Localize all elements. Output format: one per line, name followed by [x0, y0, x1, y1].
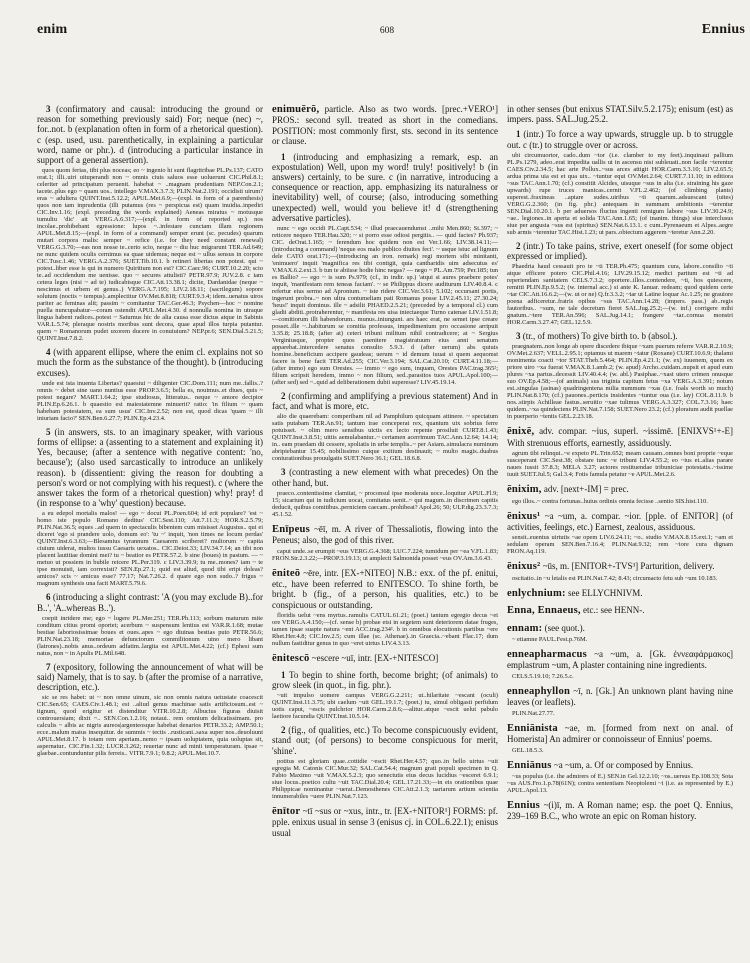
citation-block	[272, 758, 498, 800]
text-run: praegnatem..non longe ab opere discedere ibique ~xam puerum referre VAR.R.2.10.9; OV.Met.2.637; VELL.2.95.1; optamus ut marem ~tatur (Roxane) CURT.10.6.9; thalami monimenta coacti ~tor STAT.Theb.5.464; PLIN.Ep.4.21.1; (w. ex) iuuenem, quem ex priore uiro ~xa fuerat V.MAX.8.1.amb.2; (w. apud) Archo..cuidam..nupsit et apud eum plures ~xa partus..decessit LIV.40.4.4; (w. abl.) Pasiphae..~xast utero crimen onusque suo OV.Ep.4.58;—(of animals) sus triginta capitum fetus ~xa VERG.A.3.391; notum est..singulas (asinas) quadringentena milia nummum ~xas (i.e. foals worth so much) PLIN.Nat.8.170; (cf.) pauones..perticis insidentes ~tuntur oua (i.e. lay) COL.8.11.9. b nos..stirpis Achilleae fastus..seruitio ~xae tulimus VERG.A.3.327; COL.7.3.16; haec quidem..~xa quindeciens PLIN.Nat.7.158; SUET.Nero 23.2; (cf.) ploratum audit puellae in puerperio ~tentis GEL.2.23.18.	[507, 343, 733, 421]
text-columns	[37, 104, 733, 956]
text-run: ~uit impulso uomere campus VERG.G.2.211; ut..hilaritate ~escant (oculi) QUINT.Inst.11.3.75; ubi caelum ~uit GEL.19.1.7; (poet.) tu, simul obligasti perfidum uotis caput, ~escis pulchrior HOR.Carm.2.8.6;—alitur..atque ~escit uelut pabulo laetiore facundia QUINT.Inst.10.5.14.	[272, 692, 498, 721]
headword: ēnixē,	[507, 426, 535, 438]
citation-block	[37, 510, 263, 587]
citation-block	[507, 575, 733, 582]
text-run: (confirming and amplifying a previous statement) And in fact, and what is more, etc.	[272, 391, 498, 412]
entry-paragraph	[507, 511, 733, 533]
citation-block	[507, 450, 733, 478]
text-run: coepit inridere me; ego ~ lugere PL.Mer.251; TER.Ph.113; sorbum maturum mite conditum citius promi oportet; acerbum ~ suspensum lentius est VAR.R.1.68; mutae bestiae laboriosissimae boues et oues..apes ~ ego diuinas bestias puto PETR.56.6; PLIN.Nat.23.18; memoriae defunctorum commilitonum uino mero libant (latrones)..nobis anus..ordeum adfatim..largita est APUL.Met.4.22; (cf.) Ephesi sum natus, non ~ in Apulis PL.Mil.648.	[37, 614, 263, 657]
sense-number: 2	[281, 725, 286, 736]
entry-paragraph	[272, 806, 498, 838]
sense-number: 2	[281, 391, 286, 402]
entry-paragraph	[507, 800, 733, 822]
entry-paragraph	[507, 588, 733, 599]
citation-block	[272, 413, 498, 462]
sense-paragraph	[507, 331, 733, 341]
headword: ēnitescō	[272, 653, 310, 665]
headword: enneapharmacus	[507, 649, 587, 661]
sense-paragraph	[272, 152, 498, 223]
text-run: praeco..contentissime clamitat, ~ proconsul ipse moderata uoce..loquitur APUL.Fl.9; 15; sicarium qui in iudicium uocat, comitatus uenit..~ qui magum..in discrimen capitis deducit, quibus comitibus..perniciem caecam..prohibeat? Apol.26; 50; ULP.dig.23.3.7.3; 45.1.52.	[272, 489, 498, 518]
column-2	[272, 104, 498, 956]
citation-block	[272, 692, 498, 720]
text-run: ~ēī, m. A river of Thessaliotis, flowing into the Peneus; also, the god of this river.	[272, 523, 498, 546]
entry-paragraph	[507, 605, 733, 616]
text-run: in other senses (but enixus STAT.Silv.5.2.175); enisum (est) as impers. pass. SAL.Jug.25.2.	[507, 104, 733, 125]
text-run: ~us populus (i.e. the admirers of E.) SEN.in Gel.12.2.10; ~os..uersus Ep.108.33; Sota ~us AUS.Fro.1.p.78(61N); contra sententiam Neoptolemi ~i (i.e. as represented by E.) APUL.Apol.13.	[507, 772, 733, 794]
headword: Enniānus	[507, 759, 552, 771]
sense-number: 4	[46, 347, 51, 358]
sense-number: 1	[281, 151, 286, 162]
entry-paragraph	[272, 104, 498, 147]
entry-paragraph	[507, 426, 733, 448]
text-run: particle. Also as two words. [prec.+VERO¹] PROS.: second syll. treated as short in the comedians. POSITION: most commonly first, sts. second in its sentence or clause.	[272, 104, 498, 147]
column-3	[507, 104, 733, 956]
text-run: sensit..euentus uirtutis ~ae opem LIV.6.24.11; ~o.. studio V.MAX.8.15.ext.1; ~am et sedulam operam SEN.Ben.7.16.4; PLIN.Nat.9.32; rem ~iore cura dignam FRON.Aq.119.	[507, 534, 733, 556]
page-number: 608	[379, 26, 395, 36]
sense-number: 2	[516, 240, 521, 251]
citation-block	[507, 263, 733, 326]
citation-block	[37, 694, 263, 757]
sense-number: 1	[281, 669, 286, 680]
continuation-paragraph	[507, 104, 733, 124]
text-run: ~a ~um, a. compar. ~ior. [pple. of ENITOR] (of activities, feelings, etc.) Earnest, zealous, assiduous.	[507, 510, 733, 533]
text-run: alio die quaerebam: comperibam nil ad Pamphilum quicquam attinere. ~ spectatum satis putabam TER.An.91; tantum irae conceperat rex, quantum uix sobrius ferre potuisset. ~ olim mero sensibus uictis ex lecto repente prosiluit CURT.8.1.43; QUINT.Inst.3.8.51; uitiis aemulabantur..~ certamen acerrimum TAC.Ann.12.64; 14.14; in.. eam praedam dii cessere, spoliatis in urbe templis..~ per Asiam..simulacra numinum abripiebantur 15.45; nobilissimo cuique exitium destinauit; ~ multo magis..duabus coniurationibus prouulgatis SUET.Nero 36.1; GEL.18.6.8.	[272, 413, 498, 463]
headword: Enīpeus	[272, 523, 310, 535]
sense-paragraph	[37, 104, 263, 165]
sense-number: 5	[46, 426, 51, 437]
headword: Enna, Ennaeus,	[507, 605, 581, 617]
sense-paragraph	[272, 670, 498, 690]
text-run: (with apparent ellipse, where the enim cl. explains not so much the form as the substance of the thought). b (introducing excuses).	[37, 347, 263, 378]
guide-word-right: Ennius	[701, 22, 745, 37]
text-run: ~a ~um, a. [Gk. ἐννεαφάρμακος] emplastrum ~um, A plaster containing nine ingredients.	[507, 649, 733, 671]
text-run: adv. compar. ~ius, superl. ~issimē. [ENIXVS¹+-E] With strenuous efforts, earnestly, assiduously.	[507, 426, 733, 448]
text-run: nunc ~ ego occidi PL.Capt.534; ~ illud praecauendumst ..mihi Men.860; St.397; ~ reticere nequeo TER.Hau.320; ~ si porro esse odiosi pergitis.. — quid facies? Ph.937; CIC. deOrat.1.165; ~ ferendum hoc quidem non est Ver.1.66; LIV.38.14.11;—(introducing a command) 'neque eos malo publico diuites feci'. ~ usque istuc ad lignum dele CATO orat.171;—(introducing an iron. remark) regi mortem sibi minitanti, 'enimuero' inquit 'magnifica res tibi contigit, quia cantharidis uim adsecutus es' V.MAX.6.2.ext.3. b tun te abiisse hodie hinc negas? — nego ~ PL.Am.759; Per.185; tun es Ballio? — ego ~ is sum Ps.979; (cf., in indir. sp.) 'atqui si aures praebere potes' inquit, 'manifestam rem teneas faciam'. ~ se Philippus dicere auditurum LIV.40.8.4. c refertur eius sermo ad Apronium. ~ iste ridere CIC.Ver.3.61; 5.102; occursant portis, ingerunt probra..~ non ultra contumeliam pati Romanus posse LIV.2.45.11; 27.30.24; 'heus!' inquit dominus. ille ~ adsilit PHAED.2.5.21; (preceded by a temporal cl.) cum gladii abditi..protraherentur, ~ manifesta res uisa iniectaeque Turno catenae LIV.1.51.8;—comitiorum illi habendorum.. munus..iniungunt. ars haec erat, ne semet ipse creare posset..ille ~..habiturum se comitia professus, impedimentum pro occasione arripuit 3.35.8; 25.18.8; (after at) ceteri tribuni militum nihil contradicere; at ~ Sergius Verginiusque, propter quos paenitere magistratuum eius anni senatum apparebat..intercedere senatus consulto 5.9.3. d (after uerum) abs quiuis homine..beneficium accipere gaudeas; uerum ~ id demum iuuat si quem aequomst facere is bene facit TER.Ad.255; CIC.Ver.3.194; SAL.Cat.20.10; CURT.4.11.18;—(after immo) ego sum Orestes. — immo ~ ego sum, inquam, Orestes PAC.trag.365²; filium scripsit heredem, immo ~ non filium, sed..parasitos tuos APUL.Apol.100;—(after sed) sed ~..quid ad deliberationem dubii superesse? LIV.45.19.14.	[272, 225, 498, 387]
entry-paragraph	[507, 760, 733, 771]
text-run: floridis uelut ~ens myrtus..ramulis CATUL.61.21; (poet.) tantum egregio decus ~et ore VERG.A.4.150;—(cf. sense b) probae etsi in segetem sunt deteriorem datae fruges, tamen ipsae suapte natura ~ent ACC.trag.234¹. b in omnibus elocutionis partibus ~ere Rhet.Her.4.8; CIC.Inv.2.5; cum illae (sc. Athenae)..in Graecia..~ebant Flac.17; dum nullum fastiditur genus in quo ~eret uirtus LIV.4.3.13.	[272, 612, 498, 648]
headword: ēnixus²	[507, 561, 541, 573]
headword: ēnixim,	[507, 484, 542, 496]
citation-block	[507, 710, 733, 717]
text-run: ~(i)ī, m. A Roman name; esp. the poet Q. Ennius, 239–169 B.C., who wrote an epic on Roman history.	[507, 799, 733, 822]
text-run: ~ēre, intr. [EX-+NITEO] N.B.: exx. of the pf. enitui, etc., have been referred to ENITESCO. To shine forth, be bright. b (fig., of a person, his qualities, etc.) to be conspicuous or outstanding.	[272, 567, 498, 610]
sense-paragraph	[272, 391, 498, 411]
text-run: ~ūs, m. [ENITOR+-TVS³] Parturition, delivery.	[542, 561, 715, 572]
entry-paragraph	[272, 653, 498, 664]
sense-number: 3	[281, 467, 286, 478]
text-run: PLIN.Nat.27.77.	[512, 709, 555, 717]
citation-block	[272, 490, 498, 518]
sense-paragraph	[507, 241, 733, 261]
entry-paragraph	[507, 723, 733, 745]
entry-paragraph	[507, 561, 733, 572]
entry-paragraph	[507, 484, 733, 495]
citation-block	[37, 167, 263, 342]
citation-block	[272, 548, 498, 562]
text-run: (intr.) To take pains, strive, exert oneself (for some object expressed or implied).	[507, 240, 733, 262]
headword: ēnixus¹	[507, 510, 541, 522]
sense-number: 6	[46, 592, 51, 603]
text-run: ~a ~um, a. Of or composed by Ennius.	[553, 759, 694, 770]
text-run: ~escere ~uī, intr. [EX-+NITESCO]	[311, 653, 439, 664]
text-run: caput unde..se erumpit ~eus VERG.G.4.368; LUC.7.224; tumidum per ~ea V.FL.1.83; FRON.Str.2.3.22;—PROP.3.19.13; ut amplecti Salmonida posset ~eus OV.Am.3.6.43.	[272, 547, 498, 562]
headword: ēnītor	[272, 805, 301, 817]
sense-number: 3	[46, 104, 51, 114]
text-run: (in answers, sts. to an imaginary speaker, with various forms of ellipse: a (assenting to a statement and explaining it) Yes, because; (after a sentence with negative content: 'no, because'); (also used sarcastically to introduce an unlikely reason). b (dissentient: giving the reason for doubting a person's word or not complying with his request). c (where the answer takes the form of a rhetorical question) why! pray! d (in response to a 'why' question) because.	[37, 426, 263, 509]
sense-paragraph	[507, 129, 733, 149]
sense-paragraph	[37, 347, 263, 378]
sense-number: 1	[516, 129, 521, 140]
text-run: ~ etiamne PAUL.Fest.p.76M.	[512, 636, 588, 644]
text-run: Phaedria haud cessauit pro te ~ti TER.Ph.475; quantum cura, labore..consilio ~ti atque efficere potero CIC.Phil.4.16; LIV.29.15.12; medici partium est ~ti ad reperiendam sanitatem CELS.7.3.2; oportere..illos..contendere, ~ti, hos quiescere, remitti PLIN.Ep.9.5.2; (w. internal acc.) si ante K. Ianuar. redeam; quod quidem certe ~tar CIC.Att.16.6.2;—(w. ut or ne) Q.fr.3.3.2; ~tar ut Latine loquar Ac.1.25; ne grauiore poena adficeretur..fratris opibus ~sus TAC.Ann.14.28; (impers. pass.) ab..regis fautoribus.. ~sum, ne tale decretum fieret SAL.Jug.25.2;—(w. inf.) corrigere mihi gnatum..~tere TER.An.596; SAL.Jug.14.1; frangere ~tar..cornua monstri HOR.Carm.3.27.47; GEL.12.5.9.	[507, 263, 733, 327]
sense-number: 3	[516, 331, 521, 342]
headword: Enniānista	[507, 722, 558, 734]
sense-number: 7	[46, 661, 51, 672]
text-run: sic se res habet: ut ~ non omne uinum, sic non omnis natura uetustate coacescit CIC.Sen.65; CAES.Civ.1.48.1; est ..aliud genus machinae satis artificiosum..est ~ tignum, quod erigitur et distenditur VITR.10.2.8; Albucius figuras diuisit controuersiam; dixit ~.. SEN.Con.1.2.16; notaui.. rem omnium delicatissimam. pro calculis ~ albis ac nigris aureos|argenteosque habebat denarios PETR.33.2; AMP.50.1; ecce..malum maius insequitur. de summis ~ tectis ..rusticani..saxa super nos..deuoluunt APUL.Met.8.17. b totam rem aperiam..nemo ~ ipsam uoluptatem, quia uoluptas sit, aspernatur.. CIC.Fin.1.32; LUCR.3.262; reuertar nunc ad minii temperaturam. ipsae ~ glaebae..contunduntur pilis ferreis.. VITR.7.9.1; 9.8.2; APUL.Met.10.7.	[37, 694, 263, 758]
headword: ennam:	[507, 622, 543, 634]
text-run: ego illos..~ contra fortunas..huius ordinis omnia fecisse ..sentio SIS.hist.110.	[512, 497, 708, 505]
text-run: (contrasting a new element with what precedes) On the other hand, but.	[272, 467, 498, 488]
citation-block	[507, 747, 733, 754]
text-run: a eu edepol mortalis malos! — ego ~ docui PL.Poen.604; id erit populare? 'est ~ homo iste populo Romano deditus' CIC.Sest.110; Att.7.11.3; HOR.S.2.5.79; PLIN.Nat.36.5; eques ..ad quem in spectaculis bibentem cum misisset Augustus.. qui ei diceret 'ego si prandere uolo, domum eo': 'tu ~' inquit, 'non times ne locum perdas' QUINT.Inst.6.3.63;—Blesamius tyrannum Caesarem scriberet? multorum ~ capita ciuium uiderat, multos iussu Caesaris uexatos.. CIC.Deiot.33; LIV.34.7.14; an tibi non placent lautitiae domini mei? tu ~ beatior es PETR.57.2. b sine (boues) in pastum. — ~ metuo ut possiem in bubile reicere PL.Per.319. c LIV.3.39.9; tu me..mones? iam ~ te ipse monuisti, iam correxisti? SEN.Ep.27.1; quid est aliud, quod tibi eripi doleas? amicos? scis ~ amicus esse? 77.17; Nat.7.26.2. d quare ego non sudo..? frigus ~ magnum synthesis una facit MART.5.79.6.	[37, 510, 263, 588]
text-run: (introducing a slight contrast: 'A (you may exclude B)..for B..', 'A..whereas B..').	[37, 592, 263, 613]
entry-paragraph	[507, 686, 733, 708]
text-run: (confirmatory and causal: introducing the ground or reason for something previously said) For; neque (nec) ~, for..not. b (explanation often in form of a rhetorical question). c (esp. used, usu. parenthetically, in explaining a particular word, name or phr.). d (introducing a particular instance in support of a general assertion).	[37, 104, 263, 166]
citation-block	[507, 636, 733, 643]
citation-block	[507, 534, 733, 555]
headword: ēniteō	[272, 567, 301, 579]
citation-block	[272, 225, 498, 386]
sense-paragraph	[272, 467, 498, 487]
entry-paragraph	[507, 649, 733, 671]
sense-paragraph	[37, 662, 263, 693]
citation-block	[37, 380, 263, 422]
text-run: potitus est gloriam quae..cottidie ~escit Rhet.Her.4.57; quo..in bello uirtus ~uit egregia M. Catonis CIC.Mur.32; SAL.Cat.54.4; magnum grati populi specimen in Q. Fabio Maximo ~uit V.MAX.5.2.3; quo senectutis eius decus lucidius ~esceret 6.9.1; siue locus..poetico cultu ~uit TAC.Dial.20.4; GEL.17.21.33;—in eis orationibus quae Philippicae nominantur ~uerat..Demosthenes CIC.Att.2.1.3; uariarum artium scientia innumerabiles ~uere PLIN.Nat.7.123.	[272, 757, 498, 800]
text-run: (introducing and emphasizing a remark, esp. an expostulation) Well, upon my word! truly! positively! b (in answers) certainly, to be sure. c (in narrative, introducing a consequence or reaction, app. emphasizing its naturalness or inevitability) well, of course; (also, introducing something unexpected) well, would you believe it! d (strengthening adversative particles).	[272, 151, 498, 223]
citation-block	[37, 615, 263, 657]
text-run: GEL.18.5.3.	[512, 746, 544, 754]
headword: Ennius	[507, 799, 541, 811]
text-run: quos quom ferias, tibi plus noceas; eo ~ ingenio hi sunt flagritribae PL.Ps.137; CATO orat.1; illi..uiri uituperandi non ~ omnis ciuis saluos esse uoluerunt CIC.Phil.8.1; celeriter ad principatum peruenit. habebat ~ ..magnam prudentiam NEP.Con.2.1; tacete..plus ego ~ quam uos.. intellego V.MAX.3.7.3; PLIN.Nat.2.191; occidisti uirum? eras ~ adultera QUINT.Inst.5.12.2; APUL.Met.6.9;—(expl. in form of a parenthesis) quos non tam inprudentia (illi putamus (res ~ perspicua est) quam inuidia..inpediri CIC.Inv.1.16; (expl. preceding the words explained) Aeneas miratus ~ motusque tumultu 'dic' ait VERG.A.6.317;—(expl. in form of reported sp.) nos incolae..prohibebant egressione: lupos ~..infestare cunctam illam regionem APUL.Met.8.15;—(expl. in form of a command) semper erunt (sc. pecudes) quarum mutari corpora malis: semper ~ refice (i.e. for they need constant renewal) VERG.G.3.70;—eas non nosse te..certo scio, neque ~ diu huc migrarunt TER.Ad.649; ne nunc quidem oculis cernimus ea quae uidemus; neque est ~ ullus sensus in corpore CIC.Tusc.1.46; VERG.A.2.376; SUET.Tib.10.1. b retineri libertas non potest. qui ~ potest..liber esse is qui in numero Quiritium non est? CIC.Caec.96; CURT.10.2.20; scio te..ad occidendum me uenisse. quo ~ secures attulisti? PETR.97.9; JUV.2.8. c iam cetera leges (nisi ~ ad te) iudicabisque CIC.Att.13.38.1; dicite, Dardanidae (neque ~ nescimus et urbem et genus..) VERG.A.7.195; LIV.2.18.11; (sacrilegum) sopore solutum (noctis ~ tempus)..amplectitur OV.Met.8.818; CURT.9.3.4; idem..uenatus uiros pariter ac feminas alit; passim ~ comitantur TAC.Ger.46.3; Psychen—hoc ~ nomine puella nuncupabatur—coram ostendit APUL.Met.4.30. d nonnulla nomina in utraque lingua habent radices..potest ~ Saturnus hic de alia causa esse dictus atque in Sabinis VAR.L.5.74; pleraque nostris moribus sunt decora, quae apud illos turpia putantur. quem ~ Romanorum pudet uxorem ducere in conuiuium? NEP.pr.6; SEN.Dial.5.21.5; QUINT.Inst.7.8.2.	[37, 167, 263, 343]
text-run: ubi circumuortor, cado..dum ~tor (i.e. clamber to my feet)..inquinaui pallium PL.Ps.1279, adeo..erat impedita uallis ut in ascensu nisi subleuati..non facile ~terentur CAES.Civ.2.34.5; hac arte Pollux..~sus arces attigit HOR.Carm.3.3.10; LIV.2.65.5; ardua prima uia est et qua uix.. ~tuntur equi OV.Met.2.64; CURT.7.11.10; in editiora ~sus TAC.Ann.1.70; (cf.) constitit Alcides, uisuque ~sus in alta (i.e. straining his gaze upwards) rupe truces manicas..cernit V.FL.2.462; (of climbing plants) superest..fraxineas ..aptare sudes..uiribus ~ti quarum..adsuescant (uites) VERG.G.2.360; (in fig. phr.) antequam in summam ambitionis ~terentur SEN.Dial.10.20.1. b per aduersos fluctus ingenti remigum labore ~sus LIV.30.24.9; ~ae.. legiones..in aperta et solida TAC.Ann.1.65; (of inanim. things) siue interclusus siue per angusta ~sus est (spiritus) SEN.Nat.6.13.1. c cum..Pyrenaeum et Alpes..aegre sub armis ~terentur TAC.Hist.1.23; ut pars..obiectum aggerem ~teretur Ann.2.20.	[507, 151, 733, 236]
text-run: oscitatio..in ~u letalis est PLIN.Nat.7.42; 8.43; circumacto fetu sub ~um 10.183.	[512, 574, 718, 582]
text-run: To begin to shine forth, become bright; (of animals) to grow sleek (in quot., in fig. phr.).	[272, 669, 498, 690]
text-run: agrum tibi relinqui..~e expeto PL.Trin.652; meam causam..omnes boni proprie ~eque susceperant CIC.Sest.38; obstare tunc ~e tribuni LIV.4.55.2; eo ~ius et..alias parare naues iussit 37.8.3; MELA 3.27; actores restituendae tribuniciae potestatis..~issime iuuit SUET.Jul.5; Gal.3.4; Fotis famula petatur ~e APUL.Met.2.6.	[507, 450, 733, 479]
guide-word-left: enim	[37, 22, 68, 37]
column-1	[37, 104, 263, 956]
headword: enlychnium:	[507, 587, 566, 599]
text-run: (see quot.).	[544, 622, 585, 633]
text-run: ~ae, m. [formed from next on anal. of Homerista] An admirer or connoisseur of Ennius' poems.	[507, 722, 733, 745]
text-run: unde est ista inuenta Libertas? quaesiui ~ diligenter CIC.Dom.111; num me..fallis..? omnis ~ debet sine uano nuntius esse PROP.3.6.5; bella es, nouimus..et diues, quis ~ potest negare? MART.1.64.2; ipse studiosus, litteratus.. neque ~ amore decipior PLIN.Ep.6.26.1. b quaestio est maiestatemne minuerit? ratio: 'in filium ~ quam habebam potestatem, ea sum usus' CIC.Inv.2.52; non est, quod dicas 'quam ~ illi iniuriam facio?' SEN.Ben.6.27.7; PLIN.Ep.4.23.4.	[37, 379, 263, 422]
text-run: etc.: see HENN-.	[583, 605, 645, 616]
citation-block	[507, 673, 733, 680]
sense-paragraph	[37, 427, 263, 509]
text-run: (intr.) To force a way upwards, struggle up. b to struggle out. c (tr.) to struggle over or across.	[507, 129, 733, 150]
entry-paragraph	[507, 623, 733, 634]
headword: enneaphyllon	[507, 685, 571, 697]
text-run: (tr., of mothers) To give birth to. b (absol.).	[522, 331, 678, 342]
text-run: see ELLYCHNIVM.	[567, 587, 643, 598]
citation-block	[507, 152, 733, 236]
text-run: ~ī, n. [Gk.] An unknown plant having nine leaves (or leaflets).	[507, 685, 733, 708]
text-run: (expository, following the announcement of what will be said) Namely, that is to say. b (after the promise of a narrative, description, etc.).	[37, 661, 263, 693]
text-run: (fig., of qualities, etc.) To become conspicuously evident, stand out; (of persons) to become conspicuous for merit, 'shine'.	[272, 725, 498, 756]
headword: enimuērō,	[272, 104, 320, 115]
running-head	[37, 22, 745, 38]
citation-block	[507, 343, 733, 420]
sense-paragraph	[37, 592, 263, 612]
citation-block	[272, 612, 498, 647]
text-run: ~tī ~sus or ~xus, intr., tr. [EX-+NITOR¹] FORMS: pf. pple. enixus usual in sense 3 (enisus cj. in COL.6.22.1); enisus usual	[272, 805, 498, 838]
citation-block	[507, 773, 733, 794]
text-run: CELS.5.19.10; 7.26.5.c.	[512, 672, 574, 680]
text-run: adv. [next+-IM] = prec.	[543, 484, 629, 495]
sense-paragraph	[272, 725, 498, 756]
entry-paragraph	[272, 568, 498, 611]
entry-paragraph	[272, 524, 498, 546]
citation-block	[507, 498, 733, 505]
